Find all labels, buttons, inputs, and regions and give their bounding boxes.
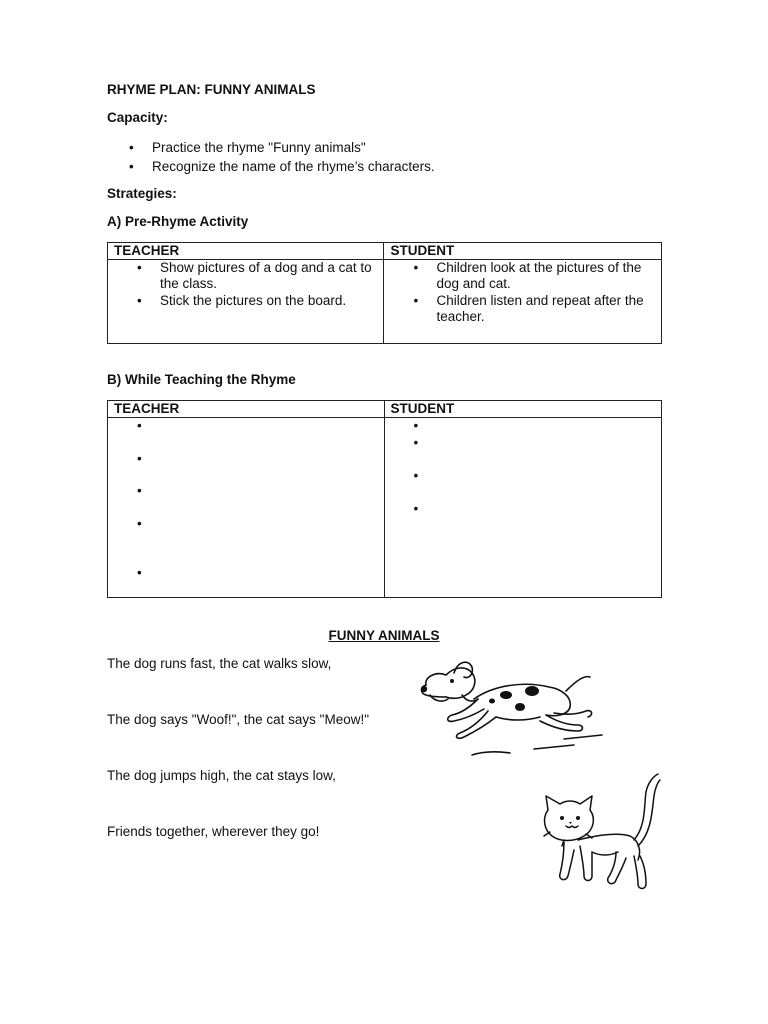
while-teaching-table bbox=[107, 400, 662, 598]
list-item: • Children listen and repeat after the teacher. bbox=[384, 293, 661, 325]
empty-bullet: • bbox=[137, 483, 142, 498]
rhyme-line: The dog jumps high, the cat stays low, bbox=[107, 768, 336, 783]
list-item: • Show pictures of a dog and a cat to the class. bbox=[108, 260, 383, 292]
teacher-cell bbox=[108, 260, 384, 344]
student-column-header: STUDENT bbox=[384, 401, 662, 418]
teacher-cell bbox=[108, 418, 385, 598]
strategies-heading: Strategies: bbox=[107, 186, 177, 201]
student-column-header: STUDENT bbox=[384, 243, 662, 260]
student-cell bbox=[384, 260, 662, 344]
empty-bullet: • bbox=[137, 516, 142, 531]
empty-bullet: • bbox=[137, 565, 142, 580]
dog-icon bbox=[414, 655, 609, 765]
empty-bullet: • bbox=[413, 501, 419, 516]
teacher-column-header: TEACHER bbox=[108, 243, 384, 260]
rhyme-line: The dog says "Woof!", the cat says "Meow!" bbox=[107, 712, 370, 727]
list-item: • Stick the pictures on the board. bbox=[108, 293, 383, 309]
capacity-heading: Capacity: bbox=[107, 110, 168, 125]
while-teaching-heading: B) While Teaching the Rhyme bbox=[107, 372, 296, 387]
empty-bullet: • bbox=[137, 451, 142, 466]
list-item: • Children look at the pictures of the dog and cat. bbox=[384, 260, 661, 292]
document-title: RHYME PLAN: FUNNY ANIMALS bbox=[107, 82, 316, 97]
pre-rhyme-table bbox=[107, 242, 662, 344]
student-cell bbox=[384, 418, 662, 598]
pre-rhyme-heading: A) Pre-Rhyme Activity bbox=[107, 214, 249, 229]
empty-bullet: • bbox=[413, 435, 419, 450]
rhyme-line: The dog runs fast, the cat walks slow, bbox=[107, 656, 332, 671]
empty-bullet: • bbox=[137, 418, 142, 433]
empty-bullet: • bbox=[413, 468, 419, 483]
list-item: • Recognize the name of the rhyme’s characters. bbox=[107, 157, 435, 176]
cat-icon bbox=[534, 770, 664, 898]
rhyme-line: Friends together, wherever they go! bbox=[107, 824, 320, 839]
teacher-column-header: TEACHER bbox=[108, 401, 385, 418]
rhyme-title: FUNNY ANIMALS bbox=[328, 628, 440, 643]
capacity-list bbox=[107, 138, 435, 176]
empty-bullet: • bbox=[413, 418, 419, 433]
list-item: • Practice the rhyme "Funny animals" bbox=[107, 138, 435, 157]
